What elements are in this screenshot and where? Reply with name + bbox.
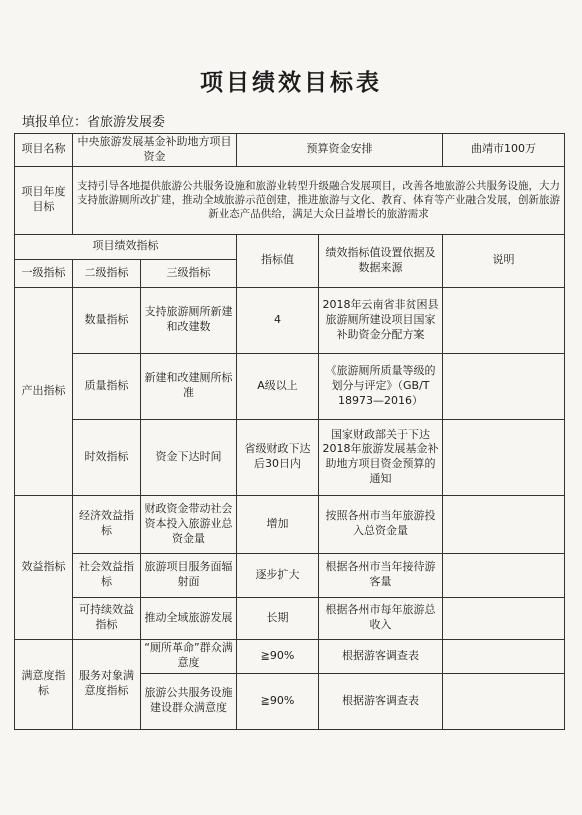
document-title: 项目绩效目标表 [200, 70, 382, 96]
basis-cell: 根据游客调查表 [319, 673, 443, 729]
header-row-1 [15, 234, 565, 259]
basis-header: 绩效指标值设置依据及数据来源 [319, 234, 443, 287]
value-cell: 增加 [237, 495, 319, 553]
basis-cell: 《旅游厕所质量等级的划分与评定》（GB/T 18973—2016） [319, 353, 443, 419]
note-cell [443, 639, 565, 673]
value-cell: 4 [237, 287, 319, 353]
note-cell [443, 597, 565, 639]
table-row [15, 553, 565, 597]
basis-cell: 根据游客调查表 [319, 639, 443, 673]
basis-cell: 根据各州市当年接待游客量 [319, 553, 443, 597]
basis-cell: 国家财政部关于下达2018年旅游发展基金补助地方项目资金预算的通知 [319, 419, 443, 495]
value-cell: ≧90% [237, 639, 319, 673]
level2-cell: 可持续效益指标 [73, 597, 141, 639]
table-row [15, 639, 565, 673]
level3-cell: 旅游项目服务面辐射面 [141, 553, 237, 597]
table-row [15, 419, 565, 495]
basis-cell: 2018年云南省非贫困县旅游厕所建设项目国家补助资金分配方案 [319, 287, 443, 353]
level2-cell: 质量指标 [73, 353, 141, 419]
value-cell: 长期 [237, 597, 319, 639]
level3-header: 三级指标 [141, 259, 237, 287]
performance-target-table [14, 133, 565, 730]
level1-cell: 效益指标 [15, 495, 73, 639]
reporting-unit: 填报单位：省旅游发展委 [22, 115, 166, 130]
note-header: 说明 [443, 234, 565, 287]
value-cell: A级以上 [237, 353, 319, 419]
level1-header: 一级指标 [15, 259, 73, 287]
project-name-row [15, 134, 565, 167]
table-row [15, 597, 565, 639]
note-cell [443, 673, 565, 729]
level2-cell: 数量指标 [73, 287, 141, 353]
value-cell: ≧90% [237, 673, 319, 729]
note-cell [443, 287, 565, 353]
basis-cell: 按照各州市当年旅游投入总资金量 [319, 495, 443, 553]
level3-cell: 推动全域旅游发展 [141, 597, 237, 639]
level2-cell: 经济效益指标 [73, 495, 141, 553]
budget-value: 曲靖市100万 [443, 134, 565, 167]
level3-cell: 支持旅游厕所新建和改建数 [141, 287, 237, 353]
annual-goal-text: 支持引导各地提供旅游公共服务设施和旅游业转型升级融合发展项目，改善各地旅游公共服务设施，大力支持旅游厕所改扩建，推动全域旅游示范创建，推进旅游与文化、教育、体育等产业融合发展，创新旅游新业态产品供给，满足大众日益增长的旅游需求 [73, 166, 565, 234]
note-cell [443, 419, 565, 495]
annual-goal-row [15, 166, 565, 234]
level2-cell: 服务对象满意度指标 [73, 639, 141, 729]
level2-cell: 社会效益指标 [73, 553, 141, 597]
table-row [15, 353, 565, 419]
note-cell [443, 495, 565, 553]
indicator-group-header: 项目绩效指标 [15, 234, 237, 259]
table-row [15, 287, 565, 353]
level3-cell: 资金下达时间 [141, 419, 237, 495]
basis-cell: 根据各州市每年旅游总收入 [319, 597, 443, 639]
indicator-value-header: 指标值 [237, 234, 319, 287]
project-name-label: 项目名称 [15, 134, 73, 167]
value-cell: 逐步扩大 [237, 553, 319, 597]
annual-goal-label: 项目年度目标 [15, 166, 73, 234]
level3-cell: 旅游公共服务设施建设群众满意度 [141, 673, 237, 729]
value-cell: 省级财政下达后30日内 [237, 419, 319, 495]
level2-header: 二级指标 [73, 259, 141, 287]
budget-label: 预算资金安排 [237, 134, 443, 167]
level1-cell: 产出指标 [15, 287, 73, 495]
level1-cell: 满意度指标 [15, 639, 73, 729]
note-cell [443, 353, 565, 419]
project-name-value: 中央旅游发展基金补助地方项目资金 [73, 134, 237, 167]
level3-cell: 新建和改建厕所标准 [141, 353, 237, 419]
level3-cell: “厕所革命”群众满意度 [141, 639, 237, 673]
level2-cell: 时效指标 [73, 419, 141, 495]
level3-cell: 财政资金带动社会资本投入旅游业总资金量 [141, 495, 237, 553]
table-row [15, 495, 565, 553]
note-cell [443, 553, 565, 597]
